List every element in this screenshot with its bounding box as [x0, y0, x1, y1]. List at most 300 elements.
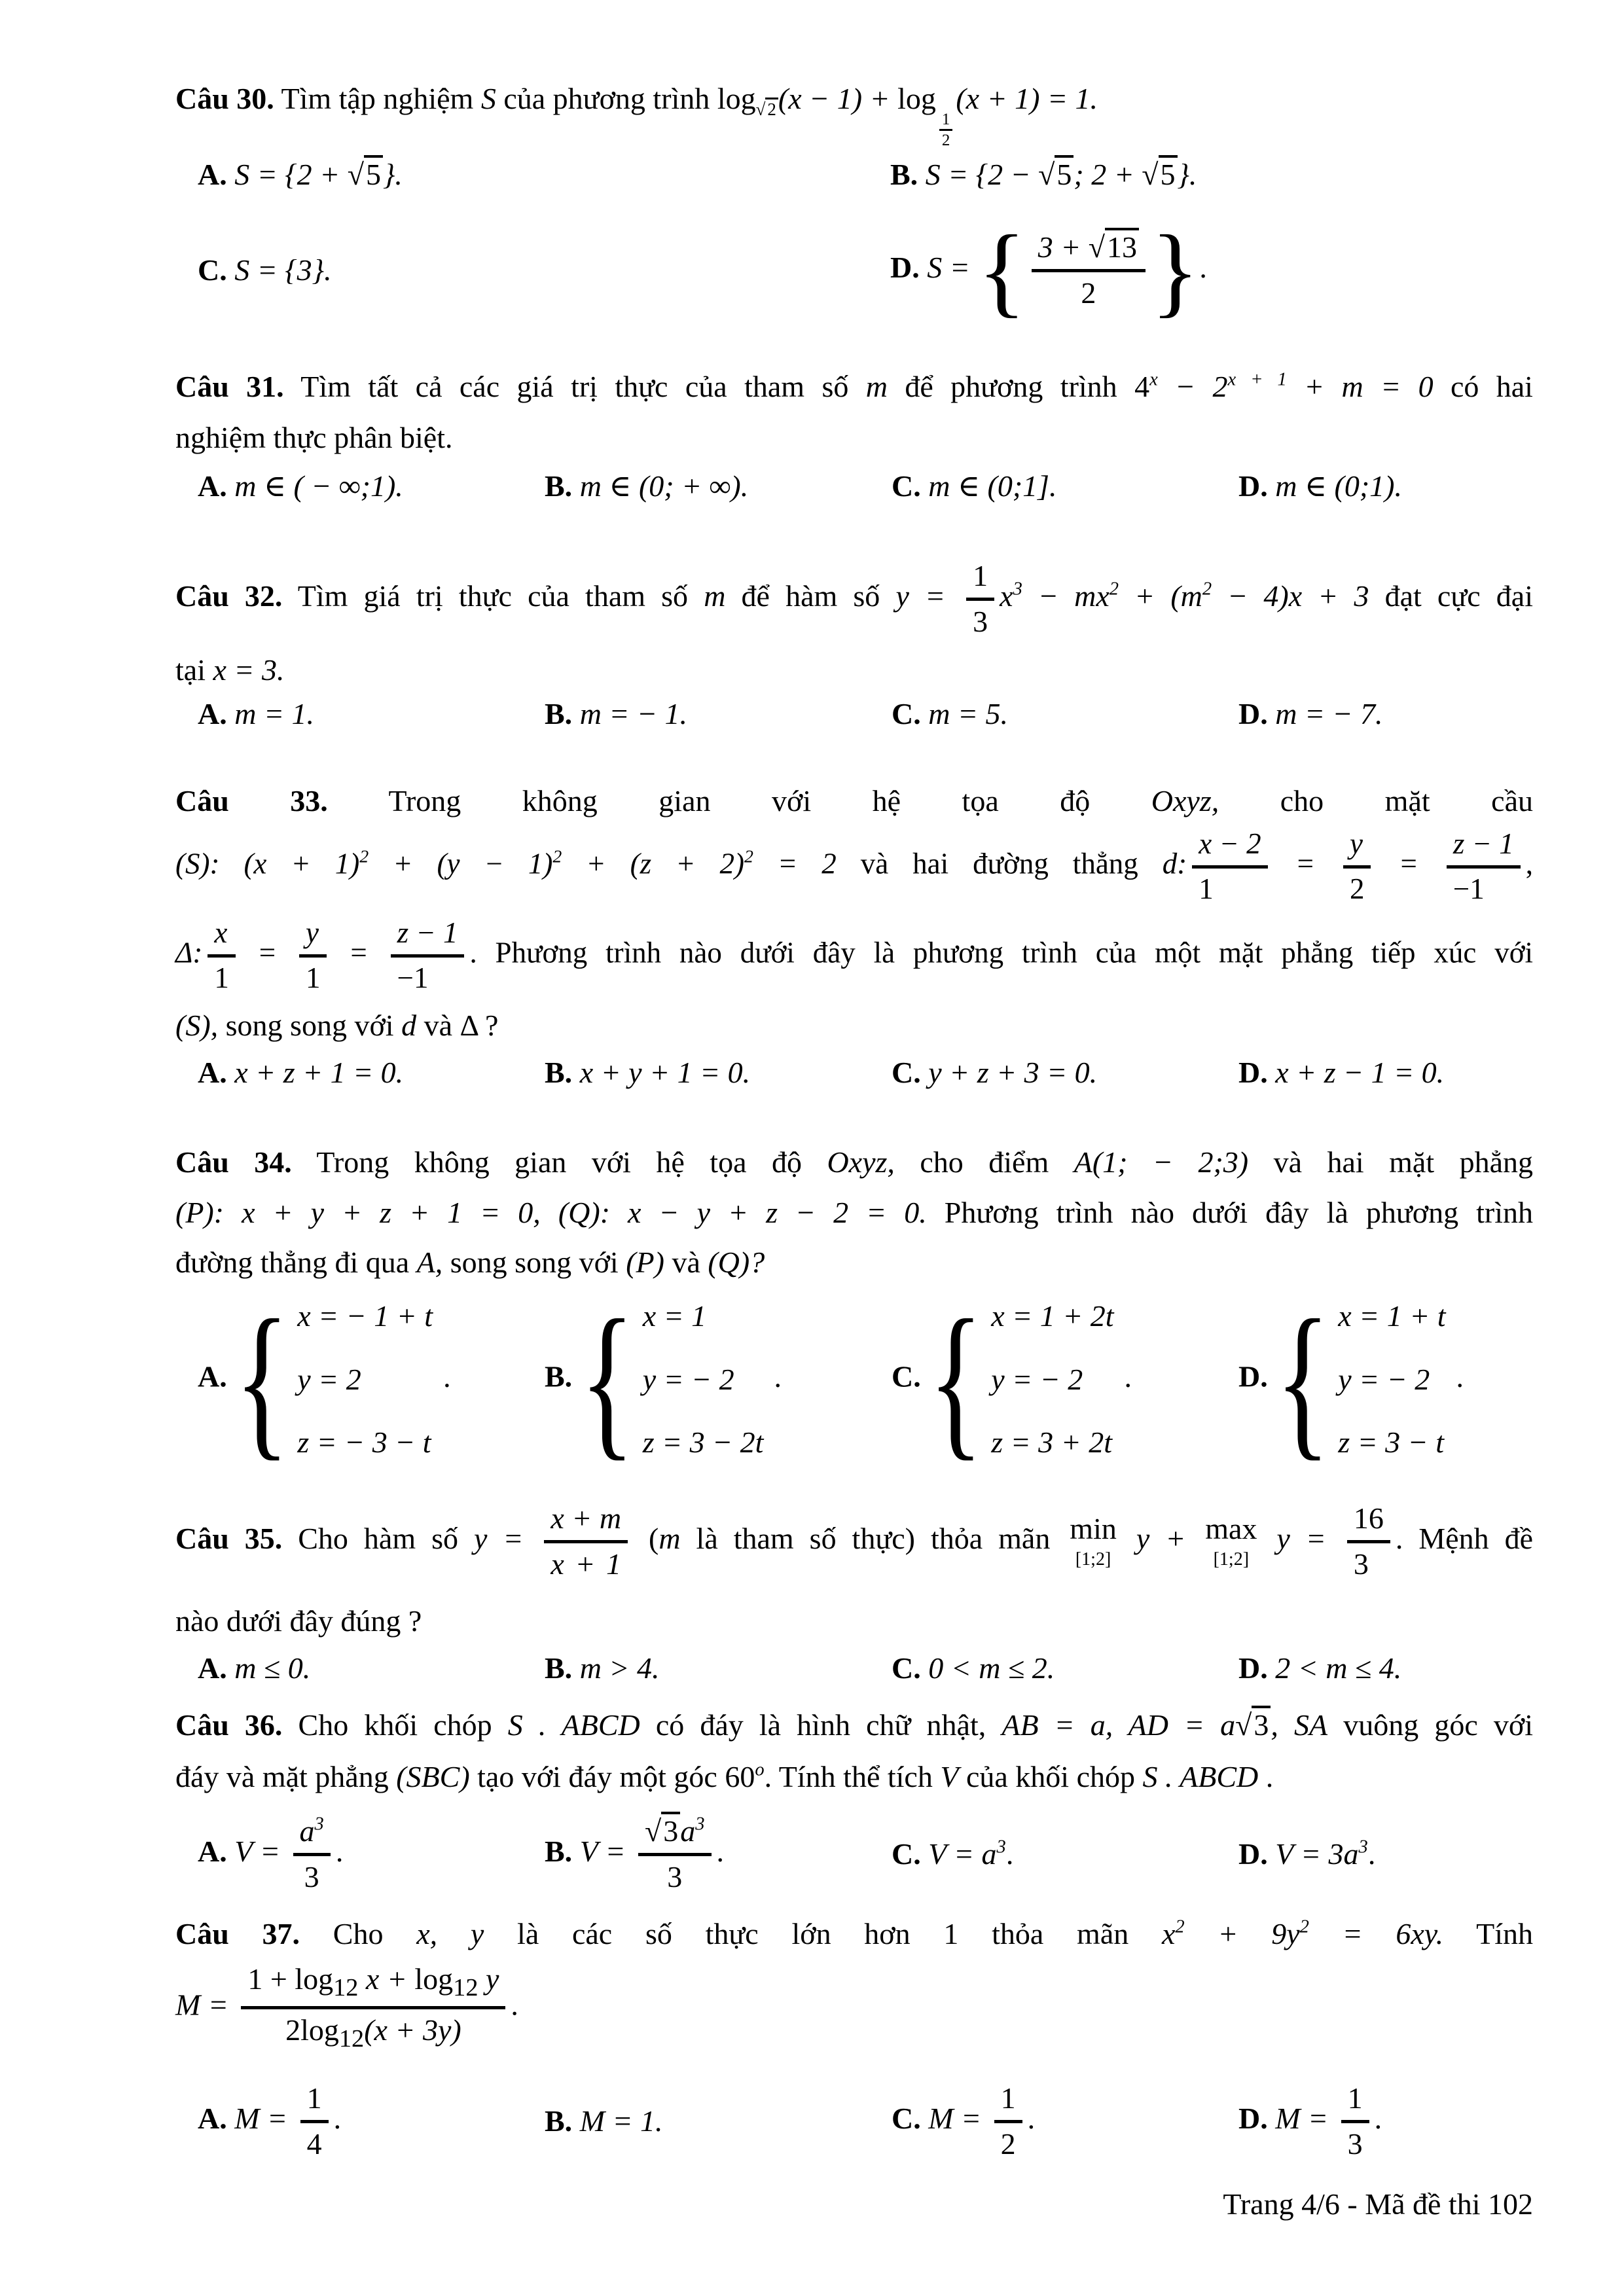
- text: tại: [175, 653, 213, 687]
- math-var: V: [940, 1760, 959, 1793]
- math-run: y + z + 3 = 0.: [928, 1056, 1098, 1089]
- text: để phương trình: [887, 370, 1135, 403]
- math-run: V =: [234, 1834, 288, 1868]
- math-var: m: [659, 1521, 681, 1555]
- text: Cho khối chóp: [282, 1708, 508, 1742]
- option-letter: D.: [1238, 1651, 1268, 1685]
- period: .: [1456, 1359, 1464, 1393]
- period: .: [1395, 1521, 1403, 1555]
- math-run: =: [1272, 847, 1338, 880]
- option-a: [198, 1813, 545, 1896]
- sqrt: [645, 1812, 680, 1848]
- question-label: Câu 31.: [175, 370, 284, 403]
- numerator: y: [299, 915, 327, 958]
- math-run: − 4)x + 3: [1212, 579, 1385, 613]
- system-rows: [643, 1300, 764, 1460]
- radical-icon: √: [347, 158, 364, 191]
- math-run: S = {3}.: [234, 253, 332, 287]
- equation: y = − 2: [642, 1362, 734, 1396]
- option-a: [198, 149, 890, 200]
- exponent: 3: [1358, 1837, 1368, 1857]
- question-37-line-1: [175, 1909, 1533, 1960]
- log-base: 12: [453, 1974, 478, 2002]
- option-letter: C.: [892, 1651, 921, 1685]
- period: .: [774, 1359, 782, 1393]
- math-run: + m = 0: [1286, 370, 1434, 403]
- fraction: [966, 558, 994, 641]
- exponent: x: [1149, 369, 1158, 390]
- denominator: 4: [306, 2126, 322, 2161]
- question-30-line-1: [175, 73, 1533, 150]
- math-run: M =: [175, 1988, 236, 2022]
- math-run: 0 < m ≤ 2.: [928, 1651, 1055, 1685]
- option-a: [198, 1643, 545, 1694]
- option-d: [1238, 2080, 1585, 2163]
- text: nào dưới đây đúng ?: [175, 1604, 422, 1638]
- text: Tìm tất cả các giá trị thực của tham số: [283, 370, 866, 403]
- fraction: [1447, 826, 1521, 908]
- numerator: 1: [1341, 2080, 1369, 2123]
- left-brace: {: [928, 1283, 984, 1475]
- denominator: 1: [214, 961, 229, 994]
- question-30-options-row-2: [198, 208, 1533, 332]
- question-label: Câu 32.: [175, 579, 283, 613]
- math-run: AD = a: [1113, 1708, 1236, 1742]
- fraction: [544, 1500, 628, 1583]
- option-b: [545, 461, 892, 512]
- math-run: A,: [416, 1246, 443, 1279]
- option-letter: B.: [545, 1834, 573, 1868]
- math-run: m ∈ (0; + ∞).: [579, 469, 749, 503]
- math-run: 4: [1134, 370, 1150, 403]
- math-run: d:: [1162, 847, 1187, 880]
- math-run: x: [1000, 579, 1013, 613]
- fraction: [300, 2080, 329, 2163]
- denominator: [241, 2009, 505, 2054]
- period: .: [716, 1834, 725, 1868]
- exponent: 2: [744, 846, 753, 867]
- equation: y = − 2: [1338, 1362, 1430, 1396]
- period: .: [1367, 1837, 1376, 1871]
- exponent: 2: [552, 846, 562, 867]
- text: Tính: [1443, 1917, 1533, 1950]
- option-a: [198, 2080, 545, 2163]
- denominator: 3: [973, 604, 988, 638]
- sqrt: [348, 155, 383, 191]
- math-run: a: [299, 1814, 315, 1848]
- text: là tham số thực) thỏa mãn: [680, 1521, 1066, 1555]
- degree-exponent: o: [755, 1759, 765, 1780]
- equation: x = 1 + 2t: [991, 1299, 1114, 1333]
- radicand: 2: [765, 98, 778, 119]
- question-32-line-1: [175, 558, 1533, 641]
- math-run: y: [478, 1962, 499, 1996]
- option-d: [1238, 1047, 1585, 1098]
- math-run: V = 3a: [1275, 1837, 1359, 1871]
- denominator: 3: [304, 1859, 319, 1893]
- denominator: 3: [1347, 2126, 1363, 2161]
- question-34-line-1: [175, 1137, 1533, 1188]
- math-run: S . ABCD: [507, 1708, 640, 1742]
- option-letter: D.: [1238, 2101, 1268, 2135]
- denominator: 2: [1081, 276, 1096, 310]
- math-run: a: [680, 1814, 696, 1848]
- option-b: [545, 689, 892, 740]
- text: đạt cực đại: [1384, 579, 1533, 613]
- math-run: (P): x + y + z + 1 = 0,: [175, 1196, 541, 1229]
- math-run: = 2: [753, 847, 837, 880]
- numerator: x − 2: [1192, 826, 1267, 869]
- option-d: [1238, 689, 1585, 740]
- fraction: [1343, 826, 1371, 908]
- numerator: [638, 1813, 712, 1856]
- option-d: [890, 214, 1583, 327]
- option-letter: A.: [198, 469, 227, 503]
- text: và hai mặt phẳng: [1248, 1145, 1533, 1179]
- equation-system: [234, 1283, 433, 1475]
- option-letter: A.: [198, 697, 227, 730]
- math-run: V =: [579, 1834, 633, 1868]
- exponent: x + 1: [1227, 369, 1287, 390]
- math-run: S . ABCD: [1142, 1760, 1259, 1793]
- math-run: m > 4.: [579, 1651, 660, 1685]
- math-run: 1 +: [247, 1962, 295, 1996]
- numerator: 1: [966, 558, 994, 601]
- text: ?: [477, 1009, 499, 1042]
- denominator: 3: [667, 1859, 683, 1893]
- math-run: (x + 1) = 1.: [956, 82, 1098, 115]
- question-label: Câu 33.: [175, 784, 328, 817]
- option-letter: A.: [198, 1651, 227, 1685]
- math-run: (Q): x − y + z − 2 = 0.: [540, 1196, 927, 1229]
- system-rows: [1338, 1300, 1445, 1460]
- option-b: [890, 149, 1583, 200]
- exponent: 3: [314, 1813, 324, 1834]
- option-letter: D.: [1238, 1837, 1268, 1871]
- numerator: 1: [300, 2080, 329, 2123]
- math-var: Oxyz,: [827, 1145, 895, 1179]
- math-run: (S),: [175, 1009, 219, 1042]
- log-function: log: [300, 2013, 339, 2047]
- text: và: [416, 1009, 460, 1042]
- math-var: m: [704, 579, 726, 613]
- limit: [1;2]: [1213, 1549, 1250, 1570]
- option-letter: B.: [545, 1359, 573, 1393]
- exponent: 2: [1202, 579, 1212, 600]
- left-brace: {: [977, 214, 1026, 327]
- numerator: y: [1343, 826, 1371, 869]
- math-run: m = 5.: [928, 697, 1008, 730]
- math-run: SA: [1278, 1708, 1328, 1742]
- text: cho mặt cầu: [1219, 784, 1533, 817]
- math-run: − mx: [1022, 579, 1110, 613]
- page-footer: Trang 4/6 - Mã đề thi 102: [1223, 2187, 1533, 2221]
- question-33-line-4: [175, 1000, 1533, 1051]
- option-b: [545, 1283, 892, 1475]
- option-letter: A.: [198, 2101, 227, 2135]
- question-34-options: [198, 1282, 1533, 1478]
- question-35-line-2: [175, 1596, 1533, 1647]
- function-name: min: [1070, 1512, 1117, 1546]
- math-var: Oxyz,: [1151, 784, 1219, 817]
- text: song song với: [218, 1009, 402, 1042]
- math-run: (x + 3y): [364, 2013, 461, 2047]
- text: đáy và mặt phẳng: [175, 1760, 397, 1793]
- math-run: AB = a,: [1001, 1708, 1113, 1742]
- fraction: [994, 2080, 1022, 2163]
- fraction: [1032, 229, 1146, 312]
- math-run: + 9y: [1184, 1917, 1300, 1950]
- option-letter: D.: [1238, 697, 1268, 730]
- question-37-options: [198, 2072, 1533, 2170]
- math-run: − 2: [1157, 370, 1228, 403]
- math-run: + (z + 2): [562, 847, 744, 880]
- question-35-line-1: [175, 1500, 1533, 1583]
- option-letter: B.: [545, 697, 573, 730]
- equation: x = 1: [642, 1299, 707, 1333]
- question-label: Câu 30.: [175, 82, 274, 115]
- equation: z = − 3 − t: [297, 1426, 431, 1460]
- text: . Tính thể tích: [764, 1760, 941, 1793]
- option-letter: B.: [890, 158, 918, 191]
- math-run: y +: [1120, 1521, 1202, 1555]
- option-d: [1238, 1643, 1585, 1694]
- fraction: [1192, 826, 1267, 908]
- option-letter: A.: [198, 1834, 227, 1868]
- numerator: [1032, 229, 1146, 272]
- text: song song với: [442, 1246, 626, 1279]
- option-letter: D.: [1238, 469, 1268, 503]
- fraction: [293, 1813, 331, 1896]
- text: (: [633, 1521, 659, 1555]
- math-run: M =: [928, 2101, 989, 2135]
- math-run: S =: [927, 250, 978, 284]
- question-33-line-1: [175, 776, 1533, 827]
- option-letter: B.: [545, 1651, 573, 1685]
- exponent: 3: [1013, 579, 1022, 600]
- math-run: x + y + 1 = 0.: [579, 1056, 751, 1089]
- radical-icon: √: [1235, 1708, 1252, 1742]
- log-function: log: [295, 1962, 334, 1996]
- option-letter: C.: [892, 697, 921, 730]
- math-run: m ∈ (0;1].: [928, 469, 1057, 503]
- numerator: 1: [939, 111, 953, 132]
- option-c: [892, 689, 1238, 740]
- text: là các số thực lớn hơn 1 thỏa mãn: [484, 1917, 1162, 1950]
- text: Cho: [300, 1917, 417, 1950]
- math-var: S: [480, 82, 496, 115]
- option-b: [545, 2096, 892, 2147]
- text: của khối chóp: [958, 1760, 1143, 1793]
- equation: x = 1 + t: [1338, 1299, 1446, 1333]
- system-rows: [297, 1300, 433, 1460]
- function-name: max: [1205, 1512, 1257, 1546]
- option-letter: D.: [1238, 1359, 1268, 1393]
- option-letter: C.: [892, 1837, 921, 1871]
- option-c: [892, 1283, 1238, 1475]
- math-run: 2 < m ≤ 4.: [1275, 1651, 1402, 1685]
- denominator: 1: [305, 961, 321, 994]
- sqrt: [1235, 1706, 1271, 1742]
- option-b: [545, 1813, 892, 1896]
- math-run: + (y − 1): [369, 847, 553, 880]
- text: nghiệm thực phân biệt.: [175, 421, 453, 454]
- log-function: log: [897, 82, 936, 115]
- equation-system: [579, 1283, 764, 1475]
- left-brace: {: [1275, 1283, 1331, 1475]
- math-run: =: [1376, 847, 1441, 880]
- math-run: (SBC): [396, 1760, 470, 1793]
- math-var: Δ: [460, 1009, 478, 1042]
- math-var: m: [865, 370, 888, 403]
- left-brace: {: [579, 1283, 635, 1475]
- option-letter: C.: [892, 1056, 921, 1089]
- denominator: 1: [1199, 872, 1214, 905]
- question-label: Câu 36.: [175, 1708, 283, 1742]
- question-34-line-3: [175, 1237, 1533, 1288]
- question-36-line-1: [175, 1700, 1533, 1751]
- denominator: −1: [1453, 872, 1485, 905]
- option-c: [892, 1643, 1238, 1694]
- numerator: x: [208, 915, 236, 958]
- question-label: Câu 37.: [175, 1917, 300, 1950]
- text: Phương trình nào dưới đây là phương trình: [926, 1196, 1533, 1229]
- radical-subscript: [756, 98, 778, 119]
- option-letter: C.: [892, 469, 921, 503]
- text: Trong không gian với hệ tọa độ: [291, 1145, 827, 1179]
- text: có hai: [1433, 370, 1533, 403]
- math-run: A(1; − 2;3): [1074, 1145, 1249, 1179]
- exponent: 2: [1299, 1916, 1309, 1937]
- math-run: y =: [895, 579, 962, 613]
- equation: x = − 1 + t: [297, 1299, 433, 1333]
- option-letter: A.: [198, 1056, 227, 1089]
- denominator: 2: [941, 132, 950, 149]
- period: .: [333, 2101, 342, 2135]
- sqrt: [1089, 228, 1139, 264]
- text: Trong không gian với hệ tọa độ: [327, 784, 1151, 817]
- radicand: 5: [1055, 155, 1074, 191]
- math-run: (x − 1) +: [778, 82, 898, 115]
- option-letter: B.: [545, 2104, 573, 2138]
- math-run: y =: [1261, 1521, 1342, 1555]
- question-31-line-2: [175, 412, 1533, 463]
- option-d: [1238, 461, 1585, 512]
- text: . Phương trình nào dưới đây là phương trình của một mặt phẳng tiếp xúc với: [469, 936, 1533, 969]
- option-c: [892, 1829, 1238, 1880]
- text: .: [1258, 1760, 1274, 1793]
- exponent: 2: [1109, 579, 1119, 600]
- radical-icon: √: [645, 1814, 662, 1848]
- equation-system: [928, 1283, 1114, 1475]
- option-c: [892, 461, 1238, 512]
- math-run: m = 1.: [234, 697, 314, 730]
- math-run: =: [332, 936, 386, 969]
- radical-icon: √: [755, 99, 766, 119]
- exponent: 3: [996, 1837, 1006, 1857]
- math-run: }.: [382, 158, 403, 191]
- limit: [1;2]: [1075, 1549, 1111, 1570]
- option-d: [1238, 1829, 1585, 1880]
- radical-icon: √: [1142, 158, 1159, 191]
- math-run: + (m: [1119, 579, 1202, 613]
- option-c: [198, 245, 890, 296]
- math-run: = 6xy.: [1308, 1917, 1444, 1950]
- period: .: [1124, 1359, 1132, 1393]
- question-33-line-3: [175, 915, 1533, 997]
- math-run: x = 3.: [213, 653, 285, 687]
- math-run: }.: [1177, 158, 1197, 191]
- min-operator: [1070, 1514, 1117, 1569]
- exponent: 2: [1175, 1916, 1185, 1937]
- text: và: [664, 1246, 708, 1279]
- numerator: z − 1: [391, 915, 465, 958]
- fraction: [391, 915, 465, 997]
- exponent: 2: [359, 846, 369, 867]
- text: có đáy là hình chữ nhật,: [640, 1708, 1002, 1742]
- text: vuông góc với: [1327, 1708, 1533, 1742]
- exponent: 3: [695, 1813, 705, 1834]
- option-a: [198, 1283, 545, 1475]
- log-base: 12: [333, 1974, 359, 2002]
- option-letter: D.: [890, 250, 920, 284]
- system-rows: [991, 1300, 1113, 1460]
- question-34-line-2: [175, 1187, 1533, 1238]
- option-letter: B.: [545, 1056, 573, 1089]
- math-run: (Q)?: [708, 1246, 765, 1279]
- option-letter: C.: [892, 1359, 921, 1393]
- question-35-options: [198, 1643, 1533, 1694]
- text: Tìm tập nghiệm: [274, 82, 481, 115]
- math-run: y =: [473, 1521, 539, 1555]
- math-run: V = a: [928, 1837, 997, 1871]
- log-function: log: [717, 82, 756, 115]
- period: .: [1199, 250, 1207, 284]
- equation: y = − 2: [991, 1362, 1083, 1396]
- radicand: 13: [1105, 228, 1139, 264]
- option-letter: B.: [545, 469, 573, 503]
- equation: z = 3 − t: [1338, 1426, 1444, 1460]
- question-33-line-2: [175, 826, 1533, 908]
- option-letter: C.: [892, 2101, 921, 2135]
- math-run: M =: [1275, 2101, 1336, 2135]
- max-operator: [1205, 1514, 1257, 1569]
- option-letter: C.: [198, 253, 227, 287]
- option-letter: A.: [198, 1359, 227, 1393]
- math-run: x +: [358, 1962, 415, 1996]
- option-b: [545, 1047, 892, 1098]
- fraction: [1341, 2080, 1369, 2163]
- text: Cho hàm số: [282, 1521, 474, 1555]
- period: .: [1005, 1837, 1014, 1871]
- text: để hàm số: [725, 579, 896, 613]
- radicand: 3: [1252, 1706, 1271, 1742]
- question-32-options: [198, 689, 1533, 740]
- option-a: [198, 1047, 545, 1098]
- equation: y = 2: [297, 1362, 361, 1396]
- math-var: d: [401, 1009, 417, 1042]
- equation: z = 3 + 2t: [991, 1426, 1112, 1460]
- text: Tìm giá trị thực của tham số: [282, 579, 704, 613]
- question-36-options: [198, 1799, 1533, 1910]
- period: .: [1374, 2101, 1382, 2135]
- denominator: 2: [1000, 2126, 1016, 2161]
- math-run: m = − 1.: [579, 697, 687, 730]
- math-run: (P): [626, 1246, 664, 1279]
- math-run: 3 +: [1038, 230, 1089, 264]
- radicand: 3: [661, 1812, 680, 1848]
- math-run: ,: [1271, 1708, 1278, 1742]
